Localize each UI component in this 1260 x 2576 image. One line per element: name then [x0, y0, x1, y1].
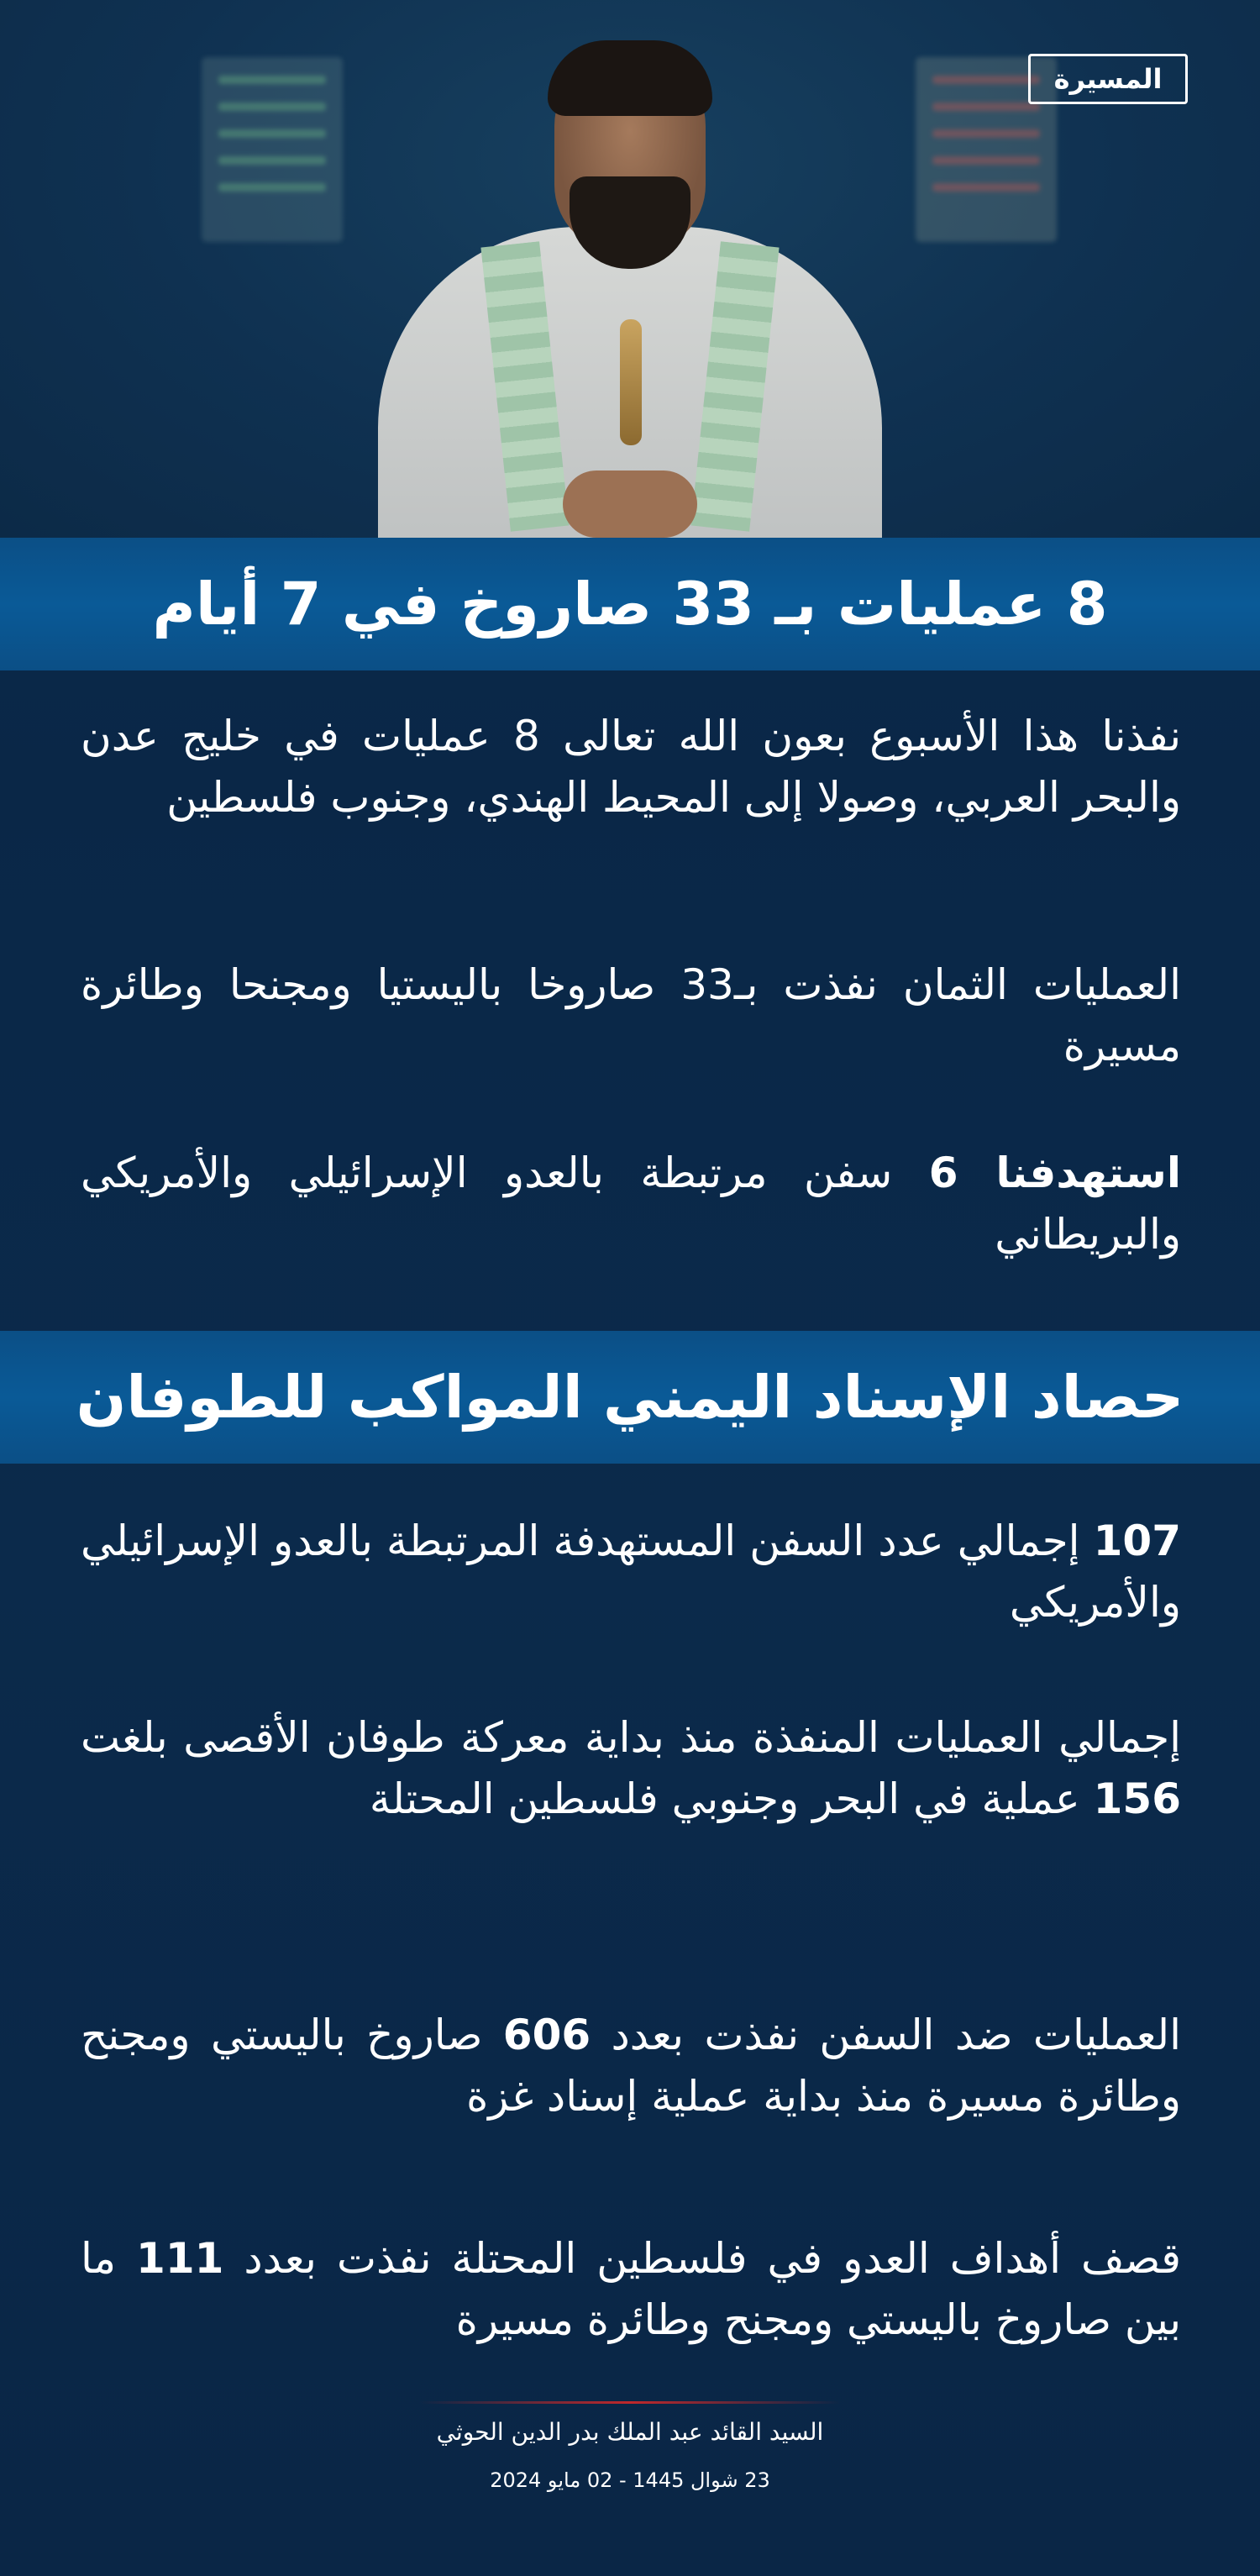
total-missiles-text	[81, 2005, 1181, 2127]
week-missiles-text: العمليات الثمان نفذت بـ33 صاروخا باليستيا ومجنحا وطائرة مسيرة	[81, 960, 1181, 1070]
strikes-before: قصف أهداف العدو في فلسطين المحتلة نفذت بعدد	[223, 2234, 1181, 2283]
footer-speaker-name: السيد القائد عبد الملك بدر الدين الحوثي	[436, 2418, 824, 2446]
operations-after: عملية في البحر وجنوبي فلسطين المحتلة	[369, 1774, 1094, 1823]
speaker-portrait	[353, 34, 907, 538]
section2-title: حصاد الإسناد اليمني المواكب للطوفان	[76, 1363, 1184, 1432]
total-strikes-text	[81, 2228, 1181, 2351]
hero-photo	[0, 0, 1260, 538]
total-ships-text	[81, 1511, 1181, 1633]
ships-rest: إجمالي عدد السفن المستهدفة المرتبطة بالعدو الإسرائيلي والأمريكي	[81, 1517, 1181, 1627]
targets-rest: سفن مرتبطة بالعدو الإسرائيلي والأمريكي والبريطاني	[81, 1149, 1181, 1259]
total-operations-text	[81, 1707, 1181, 1830]
operations-bold: 156	[1093, 1774, 1181, 1823]
week-operations-text: نفذنا هذا الأسبوع بعون الله تعالى 8 عمليات في خليج عدن والبحر العربي، وصولا إلى المحيط الهندي، وجنوب فلسطين	[81, 712, 1181, 822]
brand-logo: المسيرة	[1028, 54, 1188, 104]
targets-bold: استهدفنا 6	[928, 1149, 1181, 1197]
missiles-bold: 606	[502, 2011, 591, 2059]
strikes-after: ما بين صاروخ باليستي ومجنح وطائرة مسيرة	[81, 2234, 1181, 2344]
section1-title: 8 عمليات بـ 33 صاروخ في 7 أيام	[152, 570, 1108, 639]
missiles-before: العمليات ضد السفن نفذت بعدد	[591, 2011, 1181, 2059]
section2-title-bar	[0, 1331, 1260, 1464]
footer-divider	[420, 2401, 840, 2404]
operations-before: إجمالي العمليات المنفذة منذ بداية معركة طوفان الأقصى بلغت	[81, 1713, 1181, 1762]
background-banner-left	[202, 57, 343, 242]
week-targets-text	[81, 1143, 1181, 1265]
section1-title-bar	[0, 538, 1260, 670]
strikes-bold: 111	[136, 2234, 224, 2283]
ships-bold: 107	[1093, 1517, 1181, 1565]
footer-date: 23 شوال 1445 - 02 مايو 2024	[490, 2468, 770, 2492]
missiles-after: صاروخ باليستي ومجنح وطائرة مسيرة منذ بداية عملية إسناد غزة	[81, 2011, 1181, 2121]
